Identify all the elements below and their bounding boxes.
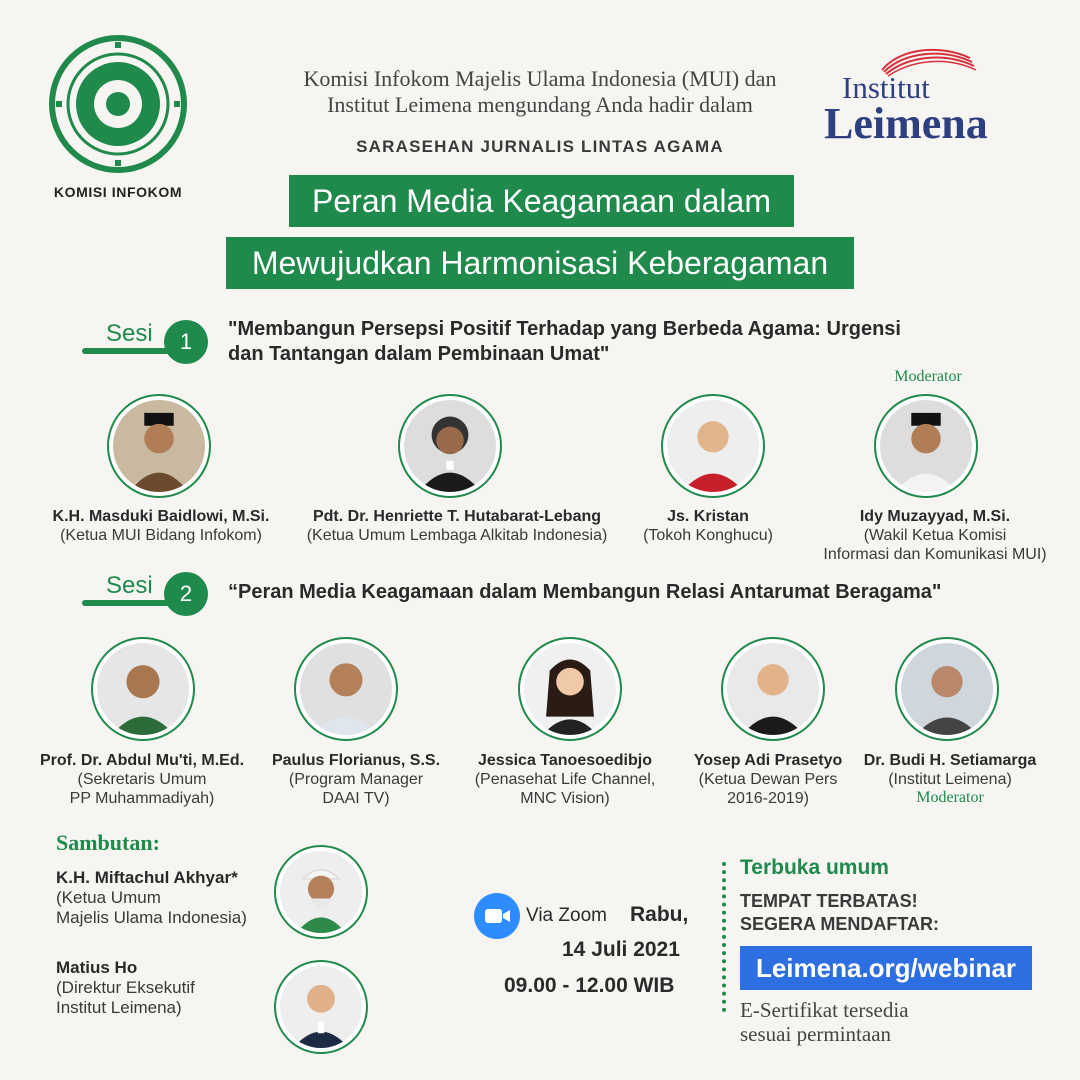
welcome-role: Institut Leimena)	[56, 998, 182, 1017]
welcome-role: (Ketua Umum	[56, 888, 161, 907]
speaker-card	[258, 752, 454, 808]
welcome-person	[56, 958, 276, 1018]
speaker-role: (Sekretaris Umum	[77, 771, 207, 788]
speaker-name: Js. Kristan	[667, 508, 749, 525]
via-zoom-text: Via Zoom	[526, 905, 607, 926]
speaker-role: (Ketua MUI Bidang Infokom)	[60, 527, 262, 544]
speaker-role: (Ketua Umum Lembaga Alkitab Indonesia)	[306, 527, 608, 544]
title-banner-line2: Mewujudkan Harmonisasi Keberagaman	[226, 237, 854, 289]
title-banner-line1: Peran Media Keagamaan dalam	[289, 175, 794, 227]
registration-link[interactable]: Leimena.org/webinar	[740, 946, 1032, 990]
speaker-name: Idy Muzayyad, M.Si.	[859, 508, 1011, 525]
speaker-photo	[874, 394, 978, 498]
speaker-photo	[294, 637, 398, 741]
welcome-name: K.H. Miftachul Akhyar*	[56, 868, 238, 887]
speaker-photo	[107, 394, 211, 498]
welcome-person	[56, 868, 276, 928]
speaker-role: (Institut Leimena)	[888, 771, 1012, 788]
speaker-name: Yosep Adi Prasetyo	[693, 752, 843, 769]
session2-topic: “Peran Media Keagamaan dalam Membangun Relasi Antarumat Beragama"	[228, 581, 942, 603]
welcome-role: (Direktur Eksekutif	[56, 978, 195, 997]
speaker-photo	[91, 637, 195, 741]
session1-moderator-label: Moderator	[894, 368, 962, 385]
speaker-card	[680, 752, 856, 808]
welcome-photo	[274, 845, 368, 939]
speaker-photo	[721, 637, 825, 741]
session1-label: Sesi	[106, 320, 153, 347]
speaker-role: DAAI TV)	[322, 790, 390, 807]
speaker-role: (Wakil Ketua Komisi	[863, 527, 1007, 544]
speaker-name: Paulus Florianus, S.S.	[271, 752, 441, 769]
event-time: 09.00 - 12.00 WIB	[504, 974, 675, 997]
mui-logo	[48, 34, 188, 174]
speaker-card	[22, 752, 262, 808]
speaker-name: Prof. Dr. Abdul Mu'ti, M.Ed.	[39, 752, 245, 769]
welcome-name: Matius Ho	[56, 958, 138, 977]
session1-number: 1	[164, 320, 208, 364]
cert-line1: E-Sertifikat tersedia	[740, 998, 909, 1022]
invitation-text	[250, 66, 830, 118]
speaker-role: 2016-2019)	[727, 790, 809, 807]
dotted-divider	[722, 862, 726, 1012]
welcome-title: Sambutan:	[56, 830, 160, 855]
speaker-card	[628, 508, 788, 545]
speaker-photo	[518, 637, 622, 741]
speaker-role: MNC Vision)	[520, 790, 610, 807]
session2-number: 2	[164, 572, 208, 616]
zoom-icon	[474, 893, 520, 939]
speaker-role: (Ketua Dewan Pers	[698, 771, 838, 788]
speaker-photo	[661, 394, 765, 498]
speaker-photo	[398, 394, 502, 498]
session1-topic-line1: "Membangun Persepsi Positif Terhadap yang Berbeda Agama: Urgensi	[228, 318, 901, 340]
session1-topic-line2: dan Tantangan dalam Pembinaan Umat"	[228, 343, 610, 365]
speaker-card	[800, 508, 1070, 564]
certificate-note	[740, 998, 909, 1046]
cert-line2: sesuai permintaan	[740, 1022, 892, 1046]
invitation-line1: Komisi Infokom Majelis Ulama Indonesia (MUI) dan	[303, 66, 777, 91]
open-public-label: Terbuka umum	[740, 856, 889, 879]
speaker-name: K.H. Masduki Baidlowi, M.Si.	[52, 508, 270, 525]
welcome-photo	[274, 960, 368, 1054]
speaker-role: PP Muhammadiyah)	[69, 790, 215, 807]
speaker-photo	[895, 637, 999, 741]
speaker-card	[290, 508, 624, 545]
session1-topic	[228, 317, 901, 367]
speaker-role: (Tokoh Konghucu)	[643, 527, 773, 544]
speaker-card	[462, 752, 668, 808]
welcome-role: Majelis Ulama Indonesia)	[56, 908, 247, 927]
speaker-role: Informasi dan Komunikasi MUI)	[823, 546, 1047, 563]
event-date: 14 Juli 2021	[562, 938, 680, 961]
leimena-logo-line1: Institut	[842, 70, 930, 105]
invitation-line2: Institut Leimena mengundang Anda hadir dalam	[327, 92, 753, 117]
speaker-name: Dr. Budi H. Setiamarga	[863, 752, 1037, 769]
event-day: Rabu,	[630, 903, 689, 926]
speaker-role: (Program Manager	[288, 771, 424, 788]
komisi-infokom-label: KOMISI INFOKOM	[53, 184, 183, 200]
session2-moderator-label: Moderator	[916, 789, 984, 806]
limited-line2: SEGERA MENDAFTAR:	[740, 914, 939, 934]
session2-label: Sesi	[106, 572, 153, 599]
speaker-role: (Penasehat Life Channel,	[474, 771, 656, 788]
speaker-card	[852, 752, 1048, 807]
leimena-logo-line2: Leimena	[824, 99, 988, 148]
speaker-name: Pdt. Dr. Henriette T. Hutabarat-Lebang	[312, 508, 602, 525]
speaker-name: Jessica Tanoesoedibjo	[478, 752, 652, 769]
limited-seats-notice	[740, 890, 939, 936]
speaker-card	[30, 508, 292, 545]
limited-line1: TEMPAT TERBATAS!	[740, 891, 918, 911]
event-kind: SARASEHAN JURNALIS LINTAS AGAMA	[356, 137, 724, 156]
